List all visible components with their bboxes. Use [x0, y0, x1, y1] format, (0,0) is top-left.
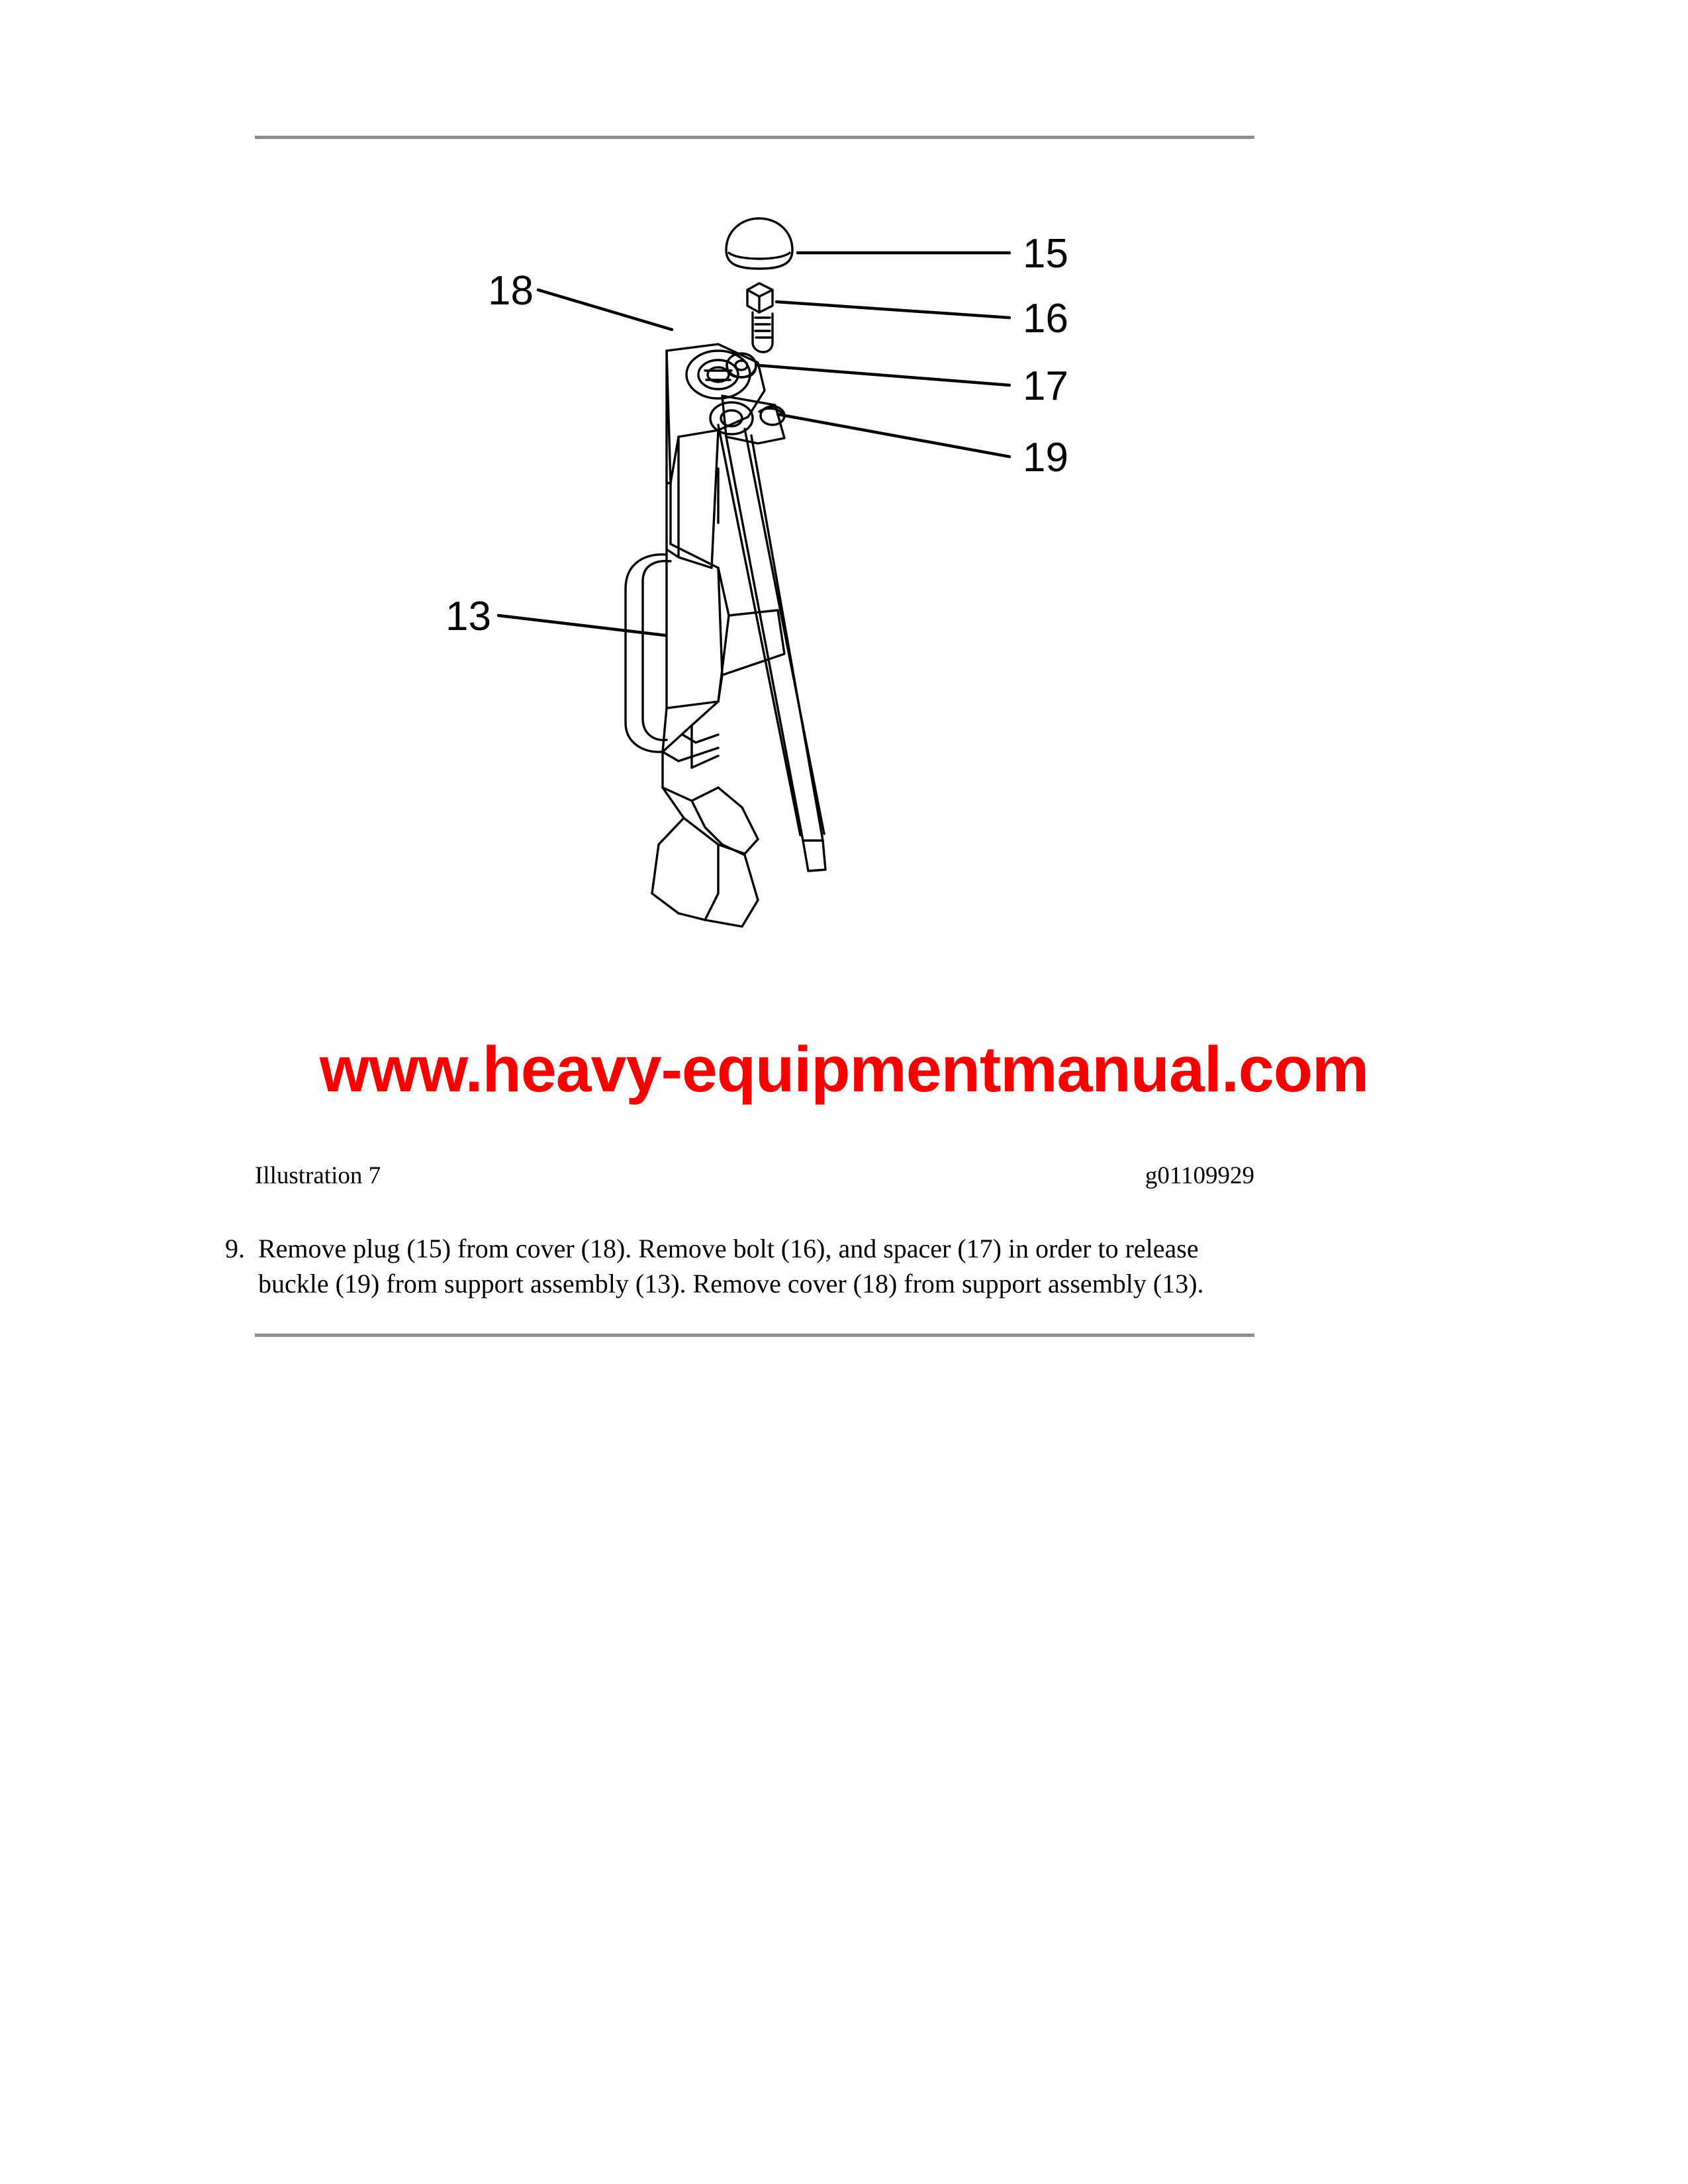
callout-18: 18: [488, 268, 534, 314]
support-assembly: [626, 555, 667, 589]
illustration-caption-label: Illustration 7: [255, 1162, 381, 1189]
horizontal-rule-top: [255, 136, 1254, 139]
watermark-text: www.heavy-equipmentmanual.com: [319, 1033, 1369, 1105]
leader-line-17: [758, 365, 1009, 385]
buckle-stalk: [726, 435, 823, 841]
leader-line-18: [538, 290, 672, 330]
callout-15: 15: [1023, 231, 1068, 277]
leader-line-16: [776, 302, 1009, 318]
illustration-figure: [255, 152, 1254, 1145]
cover-boss: [686, 351, 750, 398]
step-text: Remove plug (15) from cover (18). Remove bolt (16), and spacer (17) in order to release buckle (19) from support assembly (13). Remove cover (18) from support assembly (13).: [258, 1234, 1204, 1298]
plug-part: [726, 218, 792, 269]
leader-line-13: [498, 615, 665, 635]
callout-13: 13: [445, 594, 491, 639]
callout-16: 16: [1023, 296, 1068, 341]
leader-line-19: [778, 414, 1009, 457]
callout-17: 17: [1023, 363, 1068, 409]
step-number: 9.: [225, 1234, 245, 1263]
horizontal-rule-bottom: [255, 1334, 1254, 1337]
illustration-image-id: g01109929: [1145, 1162, 1254, 1189]
illustration-caption-row: [255, 1161, 1254, 1188]
callout-19: 19: [1023, 435, 1068, 480]
